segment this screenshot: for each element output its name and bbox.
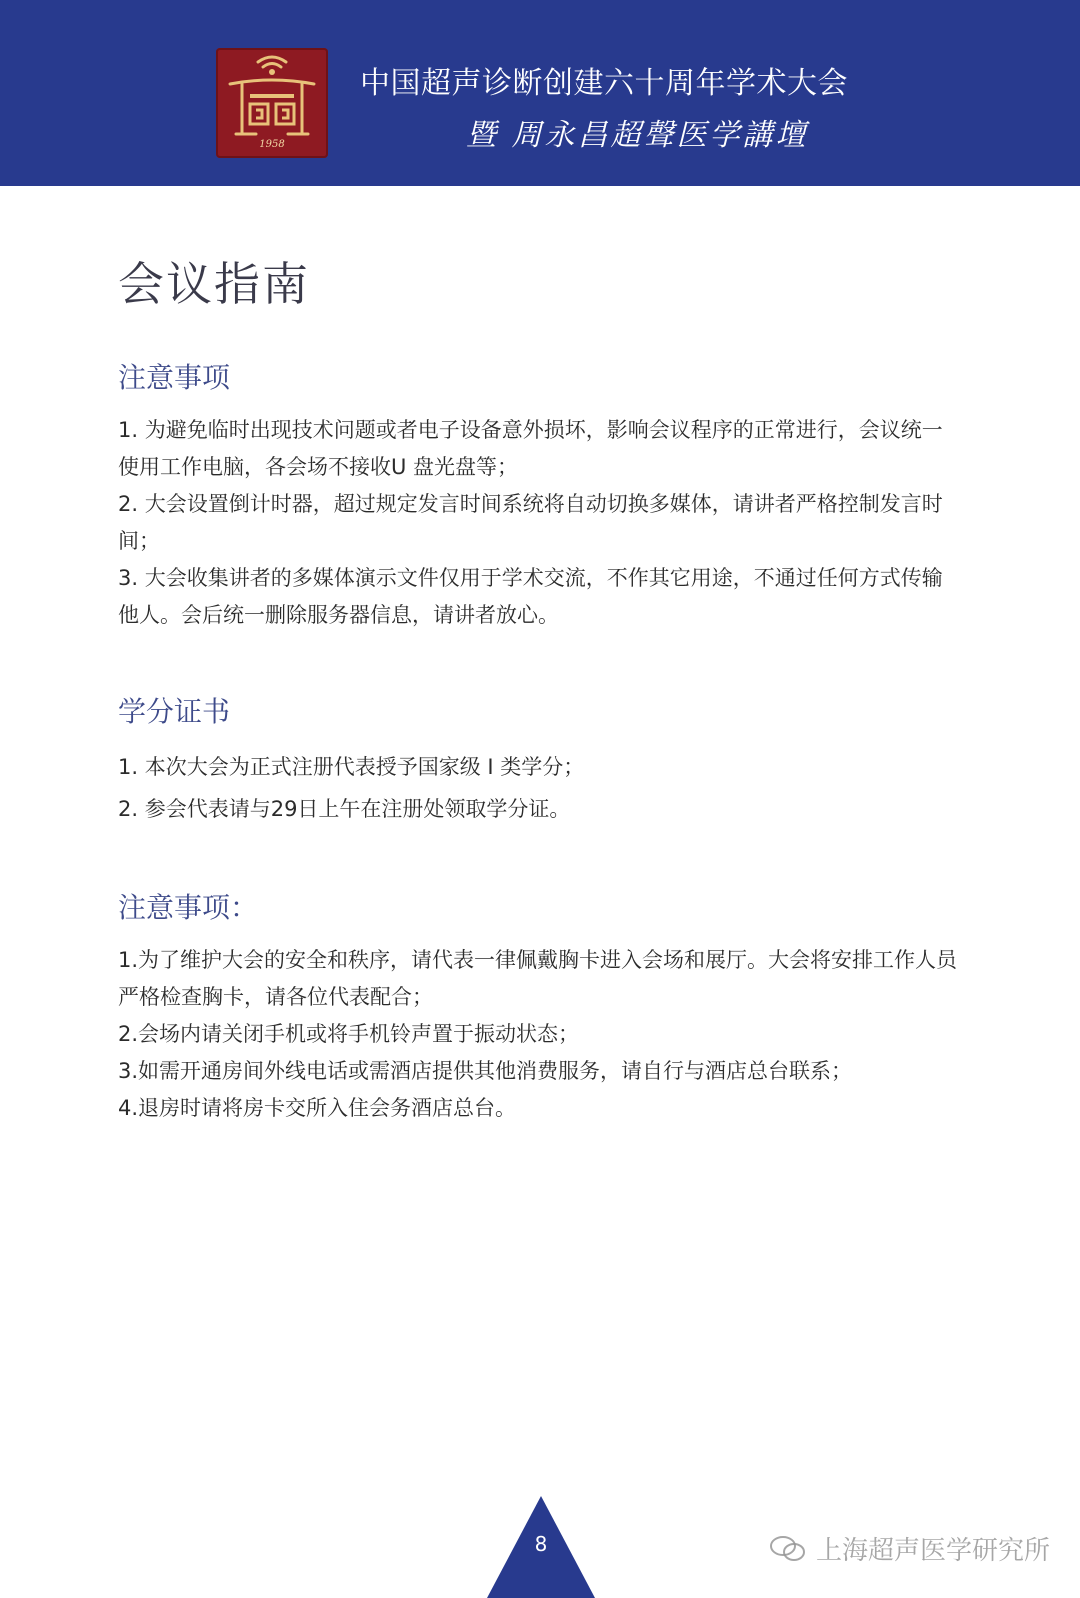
conference-logo xyxy=(216,48,328,158)
list-item: 1. 本次大会为正式注册代表授予国家级 I 类学分； xyxy=(118,755,585,779)
list-item: 3.如需开通房间外线电话或需酒店提供其他消费服务，请自行与酒店总台联系； xyxy=(118,1059,853,1083)
conference-subtitle: 暨 周永昌超聲医学講壇 xyxy=(466,118,809,153)
watermark xyxy=(768,1530,1050,1567)
header-banner xyxy=(0,0,1080,186)
section-credits xyxy=(118,690,958,830)
list-item: 3. 大会收集讲者的多媒体演示文件仅用于学术交流，不作其它用途，不通过任何方式传输他人。会后统一删除服务器信息，请讲者放心。 xyxy=(118,566,943,627)
section-heading: 学分证书 xyxy=(118,695,231,728)
section-heading: 注意事项 xyxy=(118,361,231,394)
list-item: 2. 参会代表请与29日上午在注册处领取学分证。 xyxy=(118,797,571,821)
section-heading: 注意事项： xyxy=(118,891,259,924)
list-item: 2. 大会设置倒计时器，超过规定发言时间系统将自动切换多媒体，请讲者严格控制发言时间； xyxy=(118,492,943,553)
list-item: 4.退房时请将房卡交所入住会务酒店总台。 xyxy=(118,1096,517,1120)
logo-year: 1958 xyxy=(259,139,285,150)
wechat-icon xyxy=(768,1534,808,1564)
page-title: 会议指南 xyxy=(118,257,310,311)
section-notes xyxy=(118,356,958,634)
list-item: 2.会场内请关闭手机或将手机铃声置于振动状态； xyxy=(118,1022,580,1046)
list-item: 1.为了维护大会的安全和秩序，请代表一律佩戴胸卡进入会场和展厅。大会将安排工作人员严格检查胸卡，请各位代表配合； xyxy=(118,948,958,1009)
section-security-notes xyxy=(118,886,958,1127)
watermark-text: 上海超声医学研究所 xyxy=(815,1536,1050,1566)
page-number: 8 xyxy=(534,1532,548,1556)
list-item: 1. 为避免临时出现技术问题或者电子设备意外损坏，影响会议程序的正常进行，会议统一使用工作电脑，各会场不接收U 盘光盘等； xyxy=(118,418,943,479)
conference-title: 中国超声诊断创建六十周年学术大会 xyxy=(360,66,848,101)
